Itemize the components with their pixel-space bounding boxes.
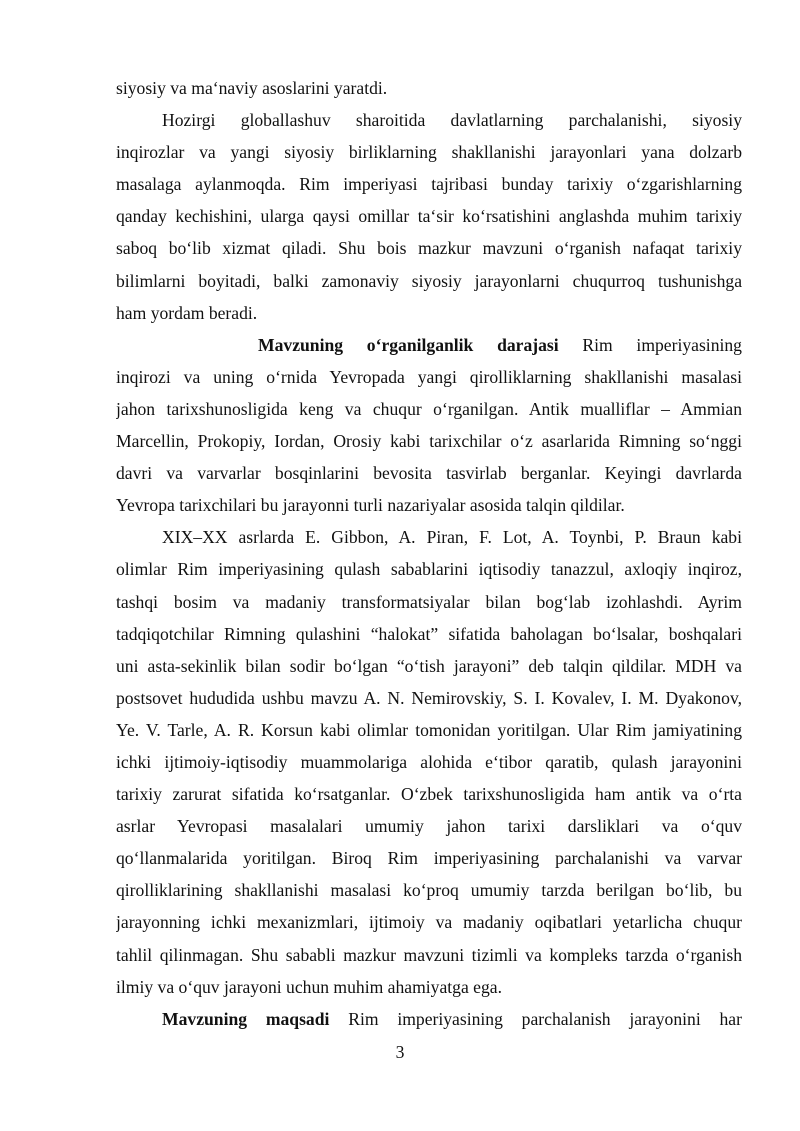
text-line: ilmiy va o‘quv jarayoni uchun muhim ahamiyatga ega. — [116, 976, 502, 997]
text-line: olimlar Rim imperiyasining qulash sabablarini iqtisodiy tanazzul, axloqiy inqiroz, — [116, 559, 742, 580]
text-line: qanday kechishini, ularga qaysi omillar ta‘sir ko‘rsatishini anglashda muhim tarixiy — [116, 206, 742, 227]
page-number: 3 — [395, 1042, 405, 1062]
heading-line — [116, 1003, 742, 1035]
body-text — [116, 72, 742, 1035]
text-line: tahlil qilinmagan. Shu sababli mazkur mavzuni tizimli va kompleks tarzda o‘rganish — [116, 944, 742, 965]
text-line: Hozirgi globallashuv sharoitida davlatlarning parchalanishi, siyosiy — [162, 110, 742, 131]
text-line: uni asta-sekinlik bilan sodir bo‘lgan “o‘tish jarayoni” deb talqin qildilar. MDH va — [116, 655, 742, 676]
text-line: tashqi bosim va madaniy transformatsiyalar bilan bog‘lab izohlashdi. Ayrim — [116, 591, 742, 612]
text-line: inqirozlar va yangi siyosiy birliklarning shakllanishi jarayonlari yana dolzarb — [116, 142, 742, 163]
text-line: qirolliklarining shakllanishi masalasi ko‘proq umumiy tarzda berilgan bo‘lib, bu — [116, 880, 742, 901]
text-line: davri va varvarlar bosqinlarini bevosita tasvirlab berganlar. Keyingi davrlarda — [116, 463, 742, 484]
text-line: masalaga aylanmoqda. Rim imperiyasi tajribasi bunday tarixiy o‘zgarishlarning — [116, 174, 742, 195]
text-line: ichki ijtimoiy-iqtisodiy muammolariga alohida e‘tibor qaratib, qulash jarayonini — [116, 751, 742, 772]
text-line: saboq bo‘lib xizmat qiladi. Shu bois mazkur mavzuni o‘rganish nafaqat tarixiy — [116, 238, 742, 259]
text-line: jahon tarixshunosligida keng va chuqur o‘rganilgan. Antik mualliflar – Ammian — [116, 398, 742, 419]
text-line: postsovet hududida ushbu mavzu A. N. Nemirovskiy, S. I. Kovalev, I. M. Dyakonov, — [116, 687, 742, 708]
text-line: jarayonning ichki mexanizmlari, ijtimoiy va madaniy oqibatlari yetarlicha chuqur — [116, 912, 742, 933]
text-line: XIX–XX asrlarda E. Gibbon, A. Piran, F. Lot, A. Toynbi, P. Braun kabi — [162, 527, 742, 548]
text-line: tarixiy zarurat sifatida ko‘rsatganlar. O‘zbek tarixshunosligida ham antik va o‘rta — [116, 784, 742, 805]
text-line: Rim imperiyasining parchalanish jarayonini har — [348, 1008, 742, 1029]
text-line: asrlar Yevropasi masalalari umumiy jahon tarixi darsliklari va o‘quv — [116, 816, 742, 837]
section-heading: Mavzuning maqsadi — [162, 1008, 330, 1029]
heading-line — [116, 329, 742, 361]
text-line: Ye. V. Tarle, A. R. Korsun kabi olimlar tomonidan yoritilgan. Ular Rim jamiyatining — [116, 719, 742, 740]
text-line: inqirozi va uning o‘rnida Yevropada yangi qirolliklarning shakllanishi masalasi — [116, 366, 742, 387]
text-line: Rim imperiyasining — [582, 334, 742, 355]
text-line: tadqiqotchilar Rimning qulashini “halokat” sifatida baholagan bo‘lsalar, boshqalari — [116, 623, 742, 644]
section-heading: Mavzuning o‘rganilganlik darajasi — [258, 334, 559, 355]
text-line: ham yordam beradi. — [116, 302, 258, 323]
text-line: bilimlarni boyitadi, balki zamonaviy siyosiy jarayonlarni chuqurroq tushunishga — [116, 270, 742, 291]
text-line: Yevropa tarixchilari bu jarayonni turli nazariyalar asosida talqin qildilar. — [116, 495, 625, 516]
text-line: Marcellin, Prokopiy, Iordan, Orosiy kabi tarixchilar o‘z asarlarida Rimning so‘nggi — [116, 431, 742, 452]
text-line: qo‘llanmalarida yoritilgan. Biroq Rim imperiyasining parchalanishi va varvar — [116, 848, 742, 869]
text-line: siyosiy va ma‘naviy asoslarini yaratdi. — [116, 78, 388, 98]
